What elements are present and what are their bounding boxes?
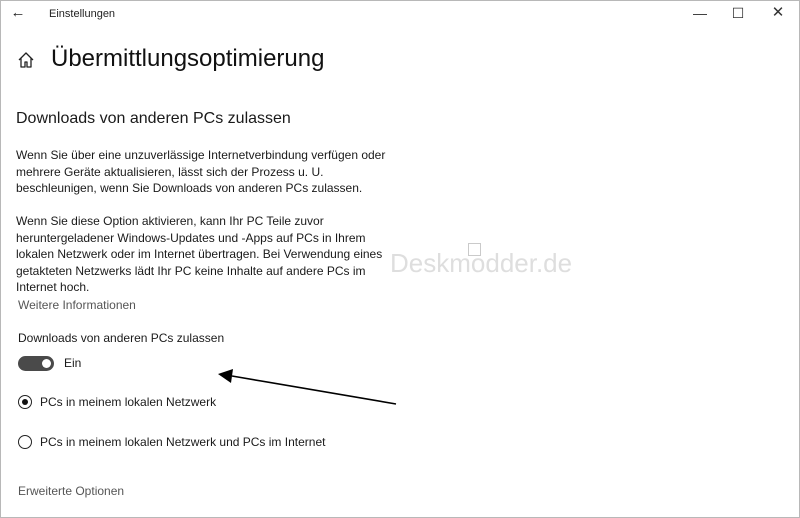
description-paragraph-1: Wenn Sie über eine unzuverlässige Internetverbindung verfügen oder mehrere Geräte aktualisieren, lässt sich der Prozess u. U. beschleunigen, wenn Sie Downloads von anderen PCs zulassen. [16, 148, 386, 195]
app-title: Einstellungen [49, 8, 116, 20]
radio-selected-dot [22, 399, 28, 405]
more-info-link[interactable]: Weitere Informationen [18, 298, 136, 312]
description-paragraph-2: Wenn Sie diese Option aktivieren, kann Ihr PC Teile zuvor heruntergeladener Windows-Updates und -Apps auf PCs in Ihrem lokalen Netzwerk oder im Internet übertragen. Bei Verwendung eines getakteten Netzwerks lädt Ihr PC keine Inhalte auf andere PCs im Internet hoch. [16, 214, 383, 294]
close-button[interactable]: ✕ [771, 4, 785, 21]
back-button[interactable] [8, 4, 28, 22]
radio-local-network[interactable] [18, 395, 32, 409]
toggle-label: Downloads von anderen PCs zulassen [18, 331, 225, 345]
maximize-button[interactable]: ☐ [731, 5, 745, 21]
minimize-button[interactable]: — [693, 5, 707, 21]
toggle-state-text: Ein [64, 356, 82, 370]
radio-label-local-network[interactable]: PCs in meinem lokalen Netzwerk [40, 395, 217, 409]
home-icon[interactable] [16, 50, 36, 70]
arrow-left-icon: ← [10, 4, 26, 21]
allow-downloads-toggle[interactable] [18, 356, 54, 371]
advanced-options-link[interactable]: Erweiterte Optionen [18, 484, 125, 498]
radio-local-and-internet[interactable] [18, 435, 32, 449]
page-title: Übermittlungsoptimierung [51, 45, 325, 72]
watermark-icon [468, 243, 481, 256]
title-bar [0, 0, 800, 30]
toggle-knob [42, 359, 51, 368]
section-heading: Downloads von anderen PCs zulassen [16, 110, 291, 127]
watermark-text: Deskmodder.de [390, 248, 573, 278]
radio-label-local-and-internet[interactable]: PCs in meinem lokalen Netzwerk und PCs im Internet [40, 435, 326, 449]
